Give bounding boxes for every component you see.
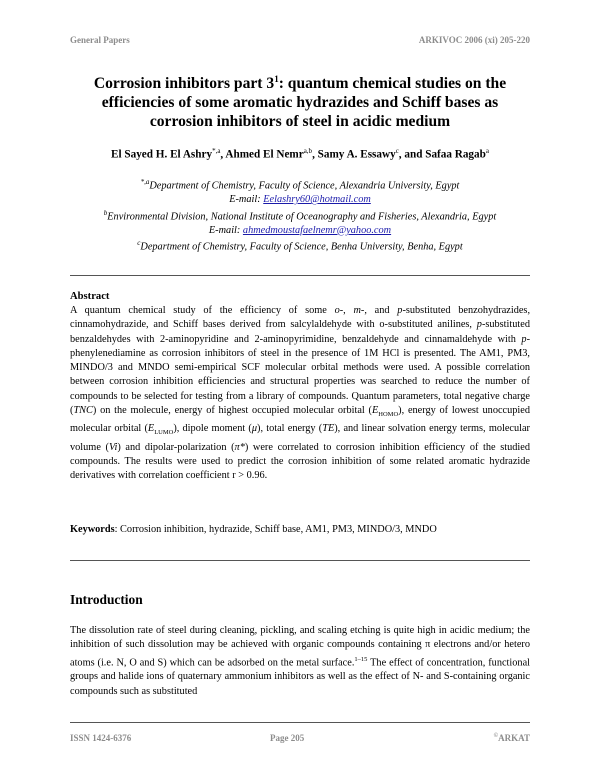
footer-divider [70, 722, 530, 723]
introduction-heading: Introduction [70, 592, 143, 607]
email-link-b[interactable]: ahmedmoustafaelnemr@yahoo.com [242, 224, 392, 236]
footer-publisher: ©ARKAT [493, 733, 530, 743]
footer-issn: ISSN 1424-6376 [70, 733, 132, 743]
section-divider [70, 275, 530, 276]
keywords-label: Keywords [70, 524, 115, 535]
running-header-left: General Papers [70, 35, 130, 45]
abstract-body: A quantum chemical study of the efficiency of some o-, m-, and p-substituted benzohydrazides, cinnamohydrazide, and Schiff bases derived from salcylaldehyde with o-substituted anilines, p-substituted benzaldehydes with 2-aminopyridine and 2-aminopyrimidine, benzaldehyde and cinnamaldehyde with p-phenylenediamine as corrosion inhibitors of steel in the presence of 1M HCl is presented. The AM1, PM3, MINDO/3 and MNDO semi-empirical SCF molecular orbital methods were used. A possible correlation between corrosion inhibition efficiencies and structural properties was searched to reduce the number of compounds to be selected for testing from a library of compounds. Quantum parameters, total negative charge (TNC) on the molecule, energy of highest occupied molecular orbital $(E_{HOMO})$, energy of lowest unoccupied molecular orbital $(E_{LUMO})$, dipole moment (μ), total energy (TE), and linear solvation energy terms, molecular volume (Vi) and dipolar-polarization (π*) were correlated to corrosion inhibition efficiency of the studied compounds. The results were used to predict the corrosion inhibition of some related aromatic hydrazide derivatives with correlation coefficient r > 0.96. [70, 305, 531, 482]
keywords-text: : Corrosion inhibition, hydrazide, Schiff base, AM1, PM3, MINDO/3, MNDO [114, 524, 437, 535]
abstract-heading: Abstract [70, 291, 110, 302]
email-link-a[interactable]: Eelashry60@hotmail.com [263, 194, 371, 206]
footer-page-number: Page 205 [270, 733, 305, 743]
section-divider [70, 560, 530, 561]
affiliation-c: $^c$Department of Chemistry, Faculty of Science, Benha University, Benha, Egypt [137, 239, 463, 253]
author-list: El Sayed H. El Ashry$^{*,a}$, Ahmed El Nemr$^{a,b}$, Samy A. Essawy$^c$, and Safaa Ragab$^a$ [111, 147, 489, 161]
introduction-body: The dissolution rate of steel during cleaning, pickling, and scaling etching is quite high in acidic medium; the inhibition of such dissolution may be achieved with organic compounds containing π electrons and/or hetero atoms (i.e. N, O and S) which can be adsorbed on the metal surface.$^{1-15}$ The effect of concentration, functional groups and halide ions of quaternary ammonium inhibitors as well as the effect of N- and S-containing organic compounds such as substituted [70, 625, 530, 697]
keywords-line [70, 524, 530, 535]
running-header-right: ARKIVOC 2006 (xi) 205-220 [418, 35, 530, 45]
email-a-line: E-mail: Eelashry60@hotmail.com [229, 194, 371, 206]
affiliations [70, 176, 530, 254]
affiliation-a: $^{*,a}$Department of Chemistry, Faculty of Science, Alexandria University, Egypt [140, 178, 460, 192]
affiliation-b: $^b$Environmental Division, National Institute of Oceanography and Fisheries, Alexandria, Egypt [103, 208, 497, 223]
paper-title: Corrosion inhibitors part $3^1$: quantum chemical studies on the efficiencies of some aromatic hydrazides and Schiff bases as corrosion inhibitors of steel in acidic medium [93, 74, 507, 131]
email-b-line: E-mail: ahmedmoustafaelnemr@yahoo.com [208, 224, 392, 236]
